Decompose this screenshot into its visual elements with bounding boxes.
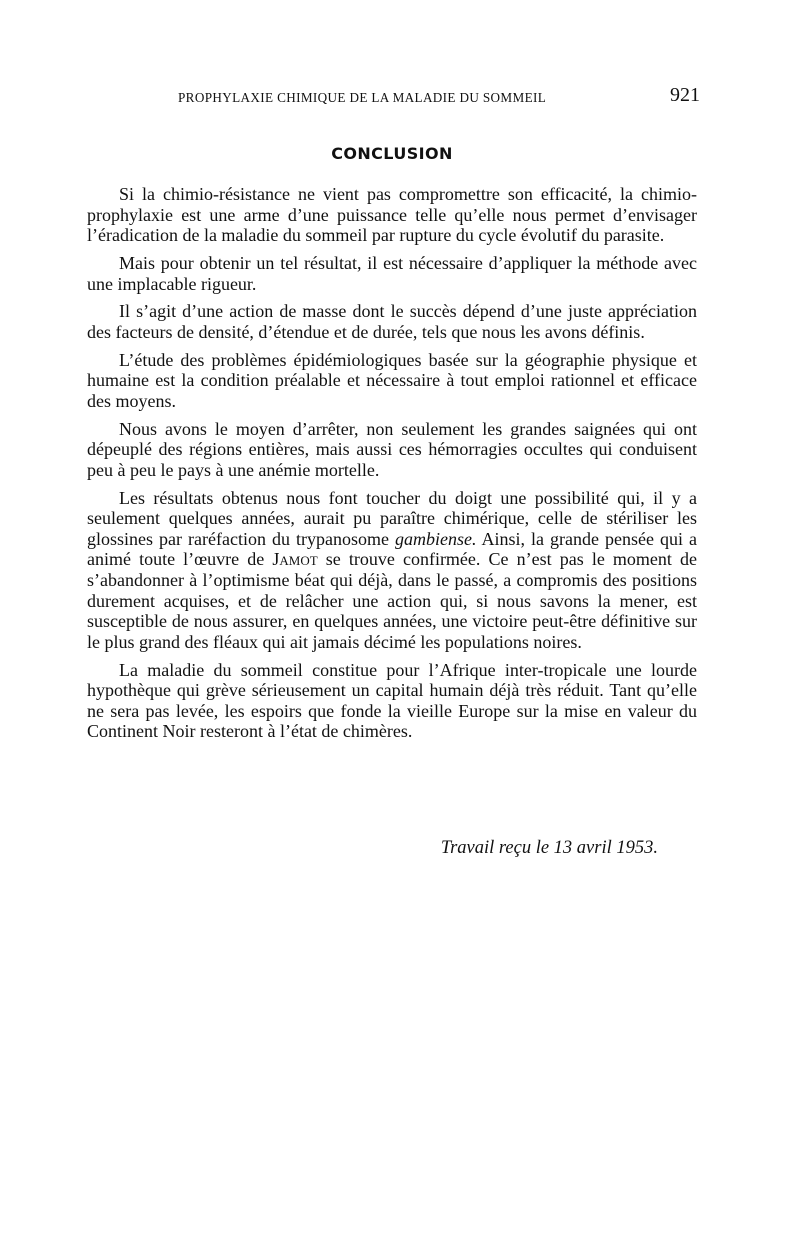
page-number: 921 (670, 84, 700, 106)
paragraph-2: Mais pour obtenir un tel résultat, il est nécessaire d’appliquer la méthode avec une implacable rigueur. (87, 252, 697, 294)
author-name: Jamot (272, 549, 318, 570)
received-date-note: Travail reçu le 13 avril 1953. (440, 838, 658, 858)
running-header: PROPHYLAXIE CHIMIQUE DE LA MALADIE DU SOMMEIL (178, 90, 547, 105)
paragraph-7: La maladie du sommeil constitue pour l’Afrique inter-tropicale une lourde hypothèque qui grève sérieusement un capital humain déjà très réduit. Tant qu’elle ne sera pas levée, les espoirs que fonde la vieille Europe sur la mise en valeur du Continent Noir resteront à l’état de chimères. (87, 659, 697, 742)
paragraph-6-part-2: Ainsi, la grande pensée qui a animé toute l’œuvre de (87, 528, 697, 570)
section-heading: CONCLUSION (331, 144, 453, 163)
paragraph-4: L’étude des problèmes épidémiologiques basée sur la géographie physique et humaine est la condition préalable et nécessaire à tout emploi rationnel et efficace des moyens. (87, 349, 697, 411)
paragraph-6-part-1: Les résultats obtenus nous font toucher du doigt une possibilité qui, il y a seulement quelques années, aurait pu paraître chimérique, celle de stériliser les glossines par raréfaction du trypanosome (87, 487, 697, 549)
species-name: gambiense. (394, 528, 477, 549)
paragraph-5: Nous avons le moyen d’arrêter, non seulement les grandes saignées qui ont dépeuplé des régions entières, mais aussi ces hémorragies occultes qui conduisent peu à peu le pays à une anémie mortelle. (87, 418, 697, 480)
paragraph-6 (87, 488, 697, 653)
paragraph-3: Il s’agit d’une action de masse dont le succès dépend d’une juste appréciation des facteurs de densité, d’étendue et de durée, tels que nous les avons définis. (87, 301, 697, 342)
body-text (87, 184, 697, 749)
paragraph-1: Si la chimio-résistance ne vient pas compromettre son efficacité, la chimio-prophylaxie est une arme d’une puissance telle qu’elle nous permet d’envisager l’éradication de la maladie du sommeil par rupture du cycle évolutif du parasite. (87, 184, 697, 246)
paragraph-6-part-3: se trouve confirmée. Ce n’est pas le moment de s’abandonner à l’optimisme béat qui déjà, dans le passé, a compromis des positions durement acquises, et de relâcher une action qui, si nous savons la mener, est susceptible de nous assurer, en quelques années, une victoire peut-être définitive sur le plus grand des fléaux qui ait jamais décimé les populations noires. (87, 549, 697, 652)
